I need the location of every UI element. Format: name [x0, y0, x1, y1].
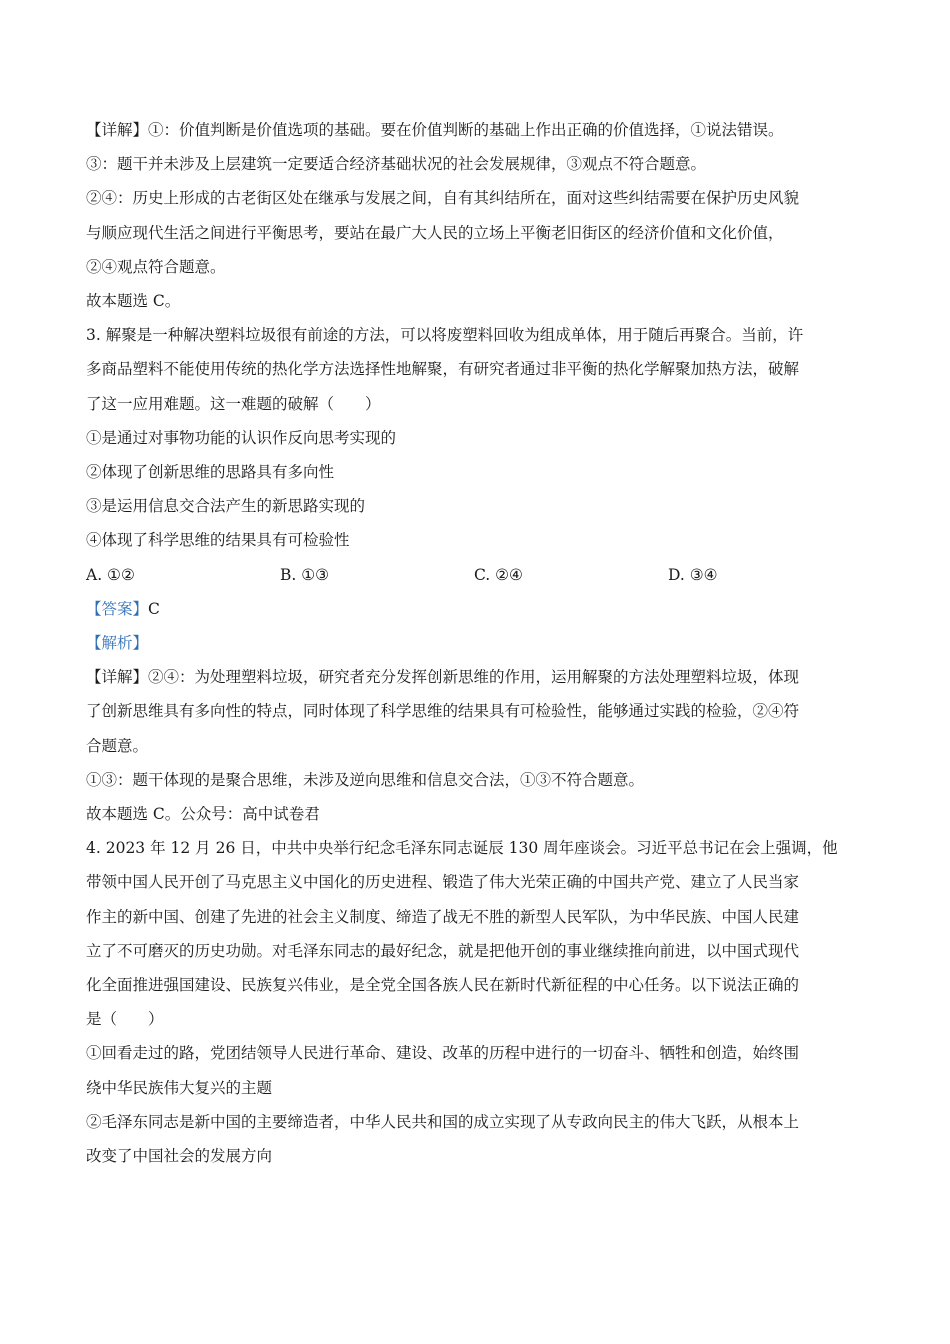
q3-detail-line-4: ①③：题干体现的是聚合思维，未涉及逆向思维和信息交合法，①③不符合题意。 — [86, 770, 645, 789]
q4-statement-1-line-2: 绕中华民族伟大复兴的主题 — [86, 1078, 273, 1097]
page-content — [86, 113, 866, 1173]
q3-detail-line-1: 【详解】②④：为处理塑料垃圾，研究者充分发挥创新思维的作用，运用解聚的方法处理塑料垃圾，体现 — [86, 668, 800, 687]
q3-options — [86, 558, 866, 592]
q4-stem-line-1: 4. 2023 年 12 月 26 日，中共中央举行纪念毛泽东同志诞辰 130 周年座谈会。习近平总书记在会上强调，他 — [86, 839, 838, 858]
q3-conclusion: 故本题选 C。公众号：高中试卷君 — [86, 805, 320, 824]
q4-statement-2-line-1: ②毛泽东同志是新中国的主要缔造者，中华人民共和国的成立实现了从专政向民主的伟大飞跃，从根本上 — [86, 1112, 800, 1131]
q4-statement-1-line-1: ①回看走过的路，党团结领导人民进行革命、建设、改革的历程中进行的一切奋斗、牺牲和创造，始终围 — [86, 1044, 800, 1063]
q3-option-d: D. ③④ — [668, 565, 718, 584]
q3-detail-line-3: 合题意。 — [86, 736, 149, 755]
q3-stem-line-3: 了这一应用难题。这一难题的破解（ ） — [86, 394, 381, 413]
prev-detail-line-3: ②④：历史上形成的古老街区处在继承与发展之间，自有其纠结所在，面对这些纠结需要在保护历史风貌 — [86, 189, 800, 208]
detail-tag: 【详解】 — [86, 668, 149, 687]
q3-stem-line-2: 多商品塑料不能使用传统的热化学方法选择性地解聚，有研究者通过非平衡的热化学解聚加热方法，破解 — [86, 360, 800, 379]
q4-statement-2-line-2: 改变了中国社会的发展方向 — [86, 1147, 273, 1166]
q3-answer — [86, 592, 866, 626]
q3-statement-1: ①是通过对事物功能的认识作反向思考实现的 — [86, 428, 397, 447]
q3-option-a: A. ①② — [86, 565, 135, 584]
q3-detail-line-2: 了创新思维具有多向性的特点，同时体现了科学思维的结果具有可检验性，能够通过实践的检验，②④符 — [86, 702, 800, 721]
detail-tag: 【详解】 — [86, 121, 149, 139]
q3-option-b: B. ①③ — [280, 565, 330, 584]
q3-option-c: C. ②④ — [474, 565, 523, 584]
prev-detail-line-5: ②④观点符合题意。 — [86, 257, 226, 276]
q4-stem-line-6: 是（ ） — [86, 1010, 164, 1029]
analysis-tag: 【解析】 — [86, 634, 149, 653]
answer-tag: 【答案】 — [86, 599, 149, 618]
prev-detail-line-4: 与顺应现代生活之间进行平衡思考，要站在最广大人民的立场上平衡老旧街区的经济价值和文化价值， — [86, 223, 784, 242]
q4-stem-line-2: 带领中国人民开创了马克思主义中国化的历史进程、锻造了伟大光荣正确的中国共产党、建立了人民当家 — [86, 873, 800, 892]
q4-stem-line-4: 立了不可磨灭的历史功勋。对毛泽东同志的最好纪念，就是把他开创的事业继续推向前进，以中国式现代 — [86, 941, 800, 960]
q3-statement-2: ②体现了创新思维的思路具有多向性 — [86, 463, 335, 482]
prev-detail-line-1: 【详解】①：价值判断是价值选项的基础。要在价值判断的基础上作出正确的价值选择，①说法错误。 — [86, 121, 784, 139]
q3-statement-4: ④体现了科学思维的结果具有可检验性 — [86, 531, 350, 550]
q3-statement-3: ③是运用信息交合法产生的新思路实现的 — [86, 497, 366, 516]
q4-stem-line-5: 化全面推进强国建设、民族复兴伟业，是全党全国各族人民在新时代新征程的中心任务。以下说法正确的 — [86, 976, 800, 995]
prev-conclusion: 故本题选 C。 — [86, 292, 181, 311]
prev-detail-line-2: ③：题干并未涉及上层建筑一定要适合经济基础状况的社会发展规律，③观点不符合题意。 — [86, 155, 707, 174]
q3-analysis — [86, 626, 866, 660]
q3-stem-line-1: 3. 解聚是一种解决塑料垃圾很有前途的方法，可以将废塑料回收为组成单体，用于随后再聚合。当前，许 — [86, 326, 804, 345]
answer-value: C — [148, 599, 160, 618]
q4-stem-line-3: 作主的新中国、创建了先进的社会主义制度、缔造了战无不胜的新型人民军队，为中华民族、中国人民建 — [86, 907, 800, 926]
